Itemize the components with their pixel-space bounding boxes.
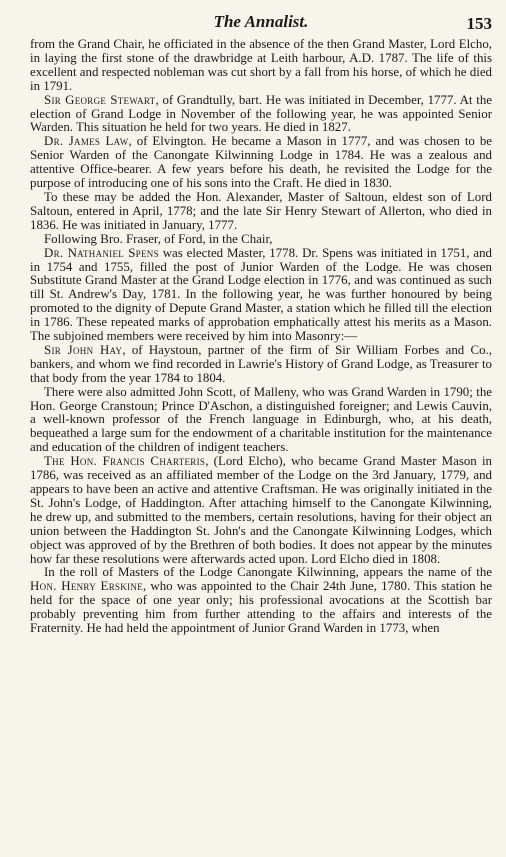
paragraph (30, 191, 492, 233)
paragraph (30, 233, 492, 247)
paragraph (30, 247, 492, 344)
body-text (30, 38, 492, 636)
paragraph-text: , of Grandtully, bart. He was initiated in December, 1777. At the election of Grand Lodge in November of the following year, he was appointed Senior Warden. This situation he held for two years. He died in 1827. (30, 92, 492, 135)
paragraph-lead: Sir John Hay (44, 342, 123, 357)
running-header (30, 8, 492, 38)
paragraph-text: To these may be added the Hon. Alexander, Master of Saltoun, eldest son of Lord Saltoun, entered in April, 1778; and the late Sir Henry Stewart of Allerton, who died in 1836. He was initiated in January, 1777. (30, 189, 492, 232)
paragraph-text: Following Bro. Fraser, of Ford, in the Chair, (44, 231, 273, 246)
paragraph-lead: The Hon. Francis Charteris (44, 454, 206, 469)
paragraph (30, 566, 492, 636)
paragraph (30, 94, 492, 136)
paragraph (30, 386, 492, 456)
paragraph (30, 135, 492, 191)
paragraph-text: In the roll of Masters of the Lodge Canongate Kilwinning, appears the name of the (44, 565, 492, 580)
paragraph-lead: Sir George Stewart (44, 92, 156, 107)
running-title: The Annalist. (213, 12, 309, 31)
paragraph-lead: Hon. Henry Erskine (30, 579, 143, 594)
paragraph-text: from the Grand Chair, he officiated in the absence of the then Grand Master, Lord Elcho, in laying the first stone of the drawbridge at Leith harbour, A.D. 1787. The life of this excellent and respected nobleman was cut short by a fall from his horse, of which he died in 1791. (30, 37, 492, 93)
paragraph-text: There were also admitted John Scott, of Malleny, who was Grand Warden in 1790; the Hon. George Cranstoun; Prince D'Aschon, a distinguished foreigner; and Lewis Cauvin, a well-known professor of the French language in Edinburgh, who, at his death, bequeathed a large sum for the endowment of a charitable institution for the maintenance and education of the children of indigent teachers. (30, 384, 492, 455)
paragraph-text: , of Elvington. He became a Mason in 1777, and was chosen to be Senior Warden of the Canongate Kilwinning Lodge in 1784. He was a zealous and attentive Office-bearer. A few years before his death, he revisited the Lodge for the purpose of introducing one of his sons into the Craft. He died in 1830. (30, 134, 492, 191)
paragraph-text: , who was appointed to the Chair 24th June, 1780. This station he held for the space of one year only; his professional avocations at the Scottish bar probably preventing him from further attending to the affairs and interests of the Fraternity. He had held the appointment of Junior Grand Warden in 1773, when (30, 579, 492, 636)
paragraph-lead: Dr. James Law (44, 134, 129, 149)
paragraph (30, 38, 492, 94)
paragraph-text: , of Haystoun, partner of the firm of Sir William Forbes and Co., bankers, and whom we find recorded in Lawrie's History of Grand Lodge, as Treasurer to that body from the year 1784 to 1804. (30, 342, 492, 385)
paragraph-text: was elected Master, 1778. Dr. Spens was initiated in 1751, and in 1754 and 1755, filled the post of Junior Warden of the Lodge. He was chosen Substitute Grand Master at the Grand Lodge election in 1776, and was continued as such till St. Andrew's Day, 1781. In the following year, he was further honoured by being promoted to the dignity of Depute Grand Master, a station which he filled till the election in 1786. These repeated marks of approbation emphatically attest his merits as a Mason. The subjoined members were received by him into Masonry:— (30, 245, 492, 344)
paragraph (30, 344, 492, 386)
paragraph-text: , (Lord Elcho), who became Grand Master Mason in 1786, was received as an affiliated member of the Lodge on the 3rd January, 1779, and appears to have been an active and attentive Craftsman. He was originally initiated in the St. John's Lodge, of Haddington. After attaching himself to the Canongate Kilwinning, he drew up, and submitted to the members, certain resolutions, having for their object an union between the Haddington St. John's and the Canongate Kilwinning Lodges, which object was approved of by the Brethren of both bodies. It does not appear by the minutes how far these resolutions were afterwards acted upon. Lord Elcho died in 1808. (30, 454, 493, 566)
paragraph-lead: Dr. Nathaniel Spens (44, 245, 159, 260)
page-number: 153 (466, 14, 492, 33)
paragraph (30, 455, 492, 566)
